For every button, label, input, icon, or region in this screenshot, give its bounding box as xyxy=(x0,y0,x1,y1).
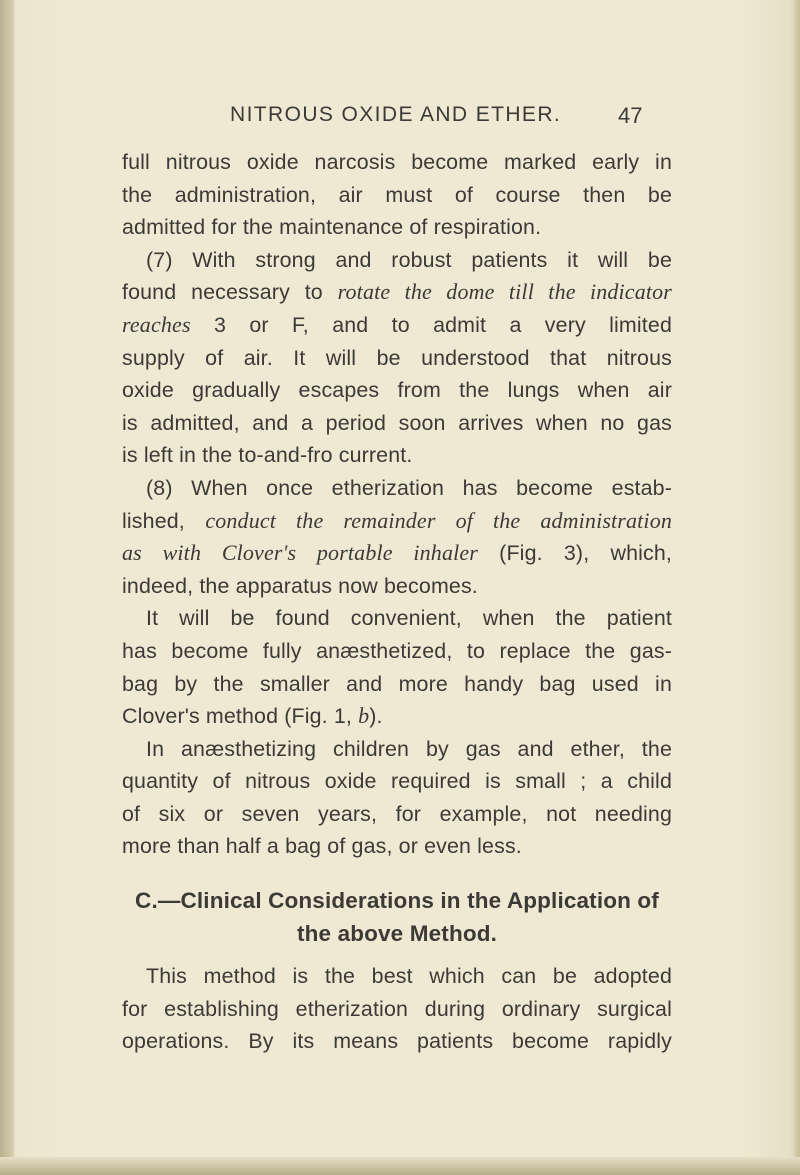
text-span: lished, xyxy=(122,508,206,533)
text-line: It will be found convenient, when the patient xyxy=(146,606,672,631)
text-line xyxy=(122,309,672,342)
italic-text: conduct the remainder of the administration xyxy=(205,507,672,533)
paragraph xyxy=(122,733,672,863)
text-line xyxy=(122,505,672,538)
text-line: has become fully anæsthetized, to replace the gas- xyxy=(122,638,672,663)
text-line: is admitted, and a period soon arrives when no gas xyxy=(122,410,672,435)
text-line: quantity of nitrous oxide required is small ; a child xyxy=(122,769,672,794)
page-binding-edge xyxy=(0,0,14,1175)
text-line: In anæsthetizing children by gas and ether, the xyxy=(146,736,672,761)
italic-text: reaches xyxy=(122,311,191,337)
paragraph xyxy=(122,244,672,472)
section-heading-line: the above Method. xyxy=(296,921,498,947)
text-span: 3 or F, and to admit a very limited xyxy=(190,312,672,337)
text-line: (8) When once etherization has become estab- xyxy=(146,475,672,500)
text-line: is left in the to-and-fro current. xyxy=(122,443,413,468)
text-line: This method is the best which can be adopted xyxy=(146,964,672,989)
text-span: Clover's method (Fig. 1, xyxy=(122,704,359,729)
text-line xyxy=(122,276,672,309)
spacer xyxy=(122,950,672,960)
text-line: indeed, the apparatus now becomes. xyxy=(122,573,478,598)
body-text xyxy=(122,146,672,1058)
text-line: for establishing etherization during ordinary surgical xyxy=(122,996,672,1021)
italic-text: b xyxy=(358,703,370,729)
paragraph xyxy=(122,472,672,602)
page-bottom-edge xyxy=(0,1157,800,1175)
section-heading-line: C.—Clinical Considerations in the Application of xyxy=(135,888,659,914)
text-line xyxy=(122,700,672,733)
page-number: 47 xyxy=(618,103,643,128)
text-line: oxide gradually escapes from the lungs when air xyxy=(122,378,672,403)
italic-text: rotate the dome till the indicator xyxy=(337,279,672,305)
text-line xyxy=(122,537,672,570)
text-line: supply of air. It will be understood that nitrous xyxy=(122,345,672,370)
paragraph xyxy=(122,960,672,1058)
text-line: (7) With strong and robust patients it will be xyxy=(146,247,672,272)
text-span: found necessary to xyxy=(122,280,338,305)
text-line: of six or seven years, for example, not needing xyxy=(122,801,672,826)
page-right-edge xyxy=(794,0,800,1175)
paragraph xyxy=(122,146,672,244)
text-line: full nitrous oxide narcosis become marked early in xyxy=(122,150,672,174)
section-heading xyxy=(122,884,672,950)
text-span: ). xyxy=(369,704,383,729)
running-head: NITROUS OXIDE AND ETHER. xyxy=(230,103,562,126)
text-line: admitted for the maintenance of respiration. xyxy=(122,215,542,240)
text-span: (Fig. 3), which, xyxy=(478,541,673,566)
italic-text: as with Clover's portable inhaler xyxy=(122,540,478,566)
text-line: more than half a bag of gas, or even less. xyxy=(122,834,522,859)
page-header xyxy=(0,103,800,133)
text-line: operations. By its means patients become rapidly xyxy=(122,1029,672,1054)
text-line: bag by the smaller and more handy bag used in xyxy=(122,671,672,696)
paragraph xyxy=(122,602,672,732)
spacer xyxy=(122,863,672,884)
text-line: the administration, air must of course then be xyxy=(122,182,672,207)
